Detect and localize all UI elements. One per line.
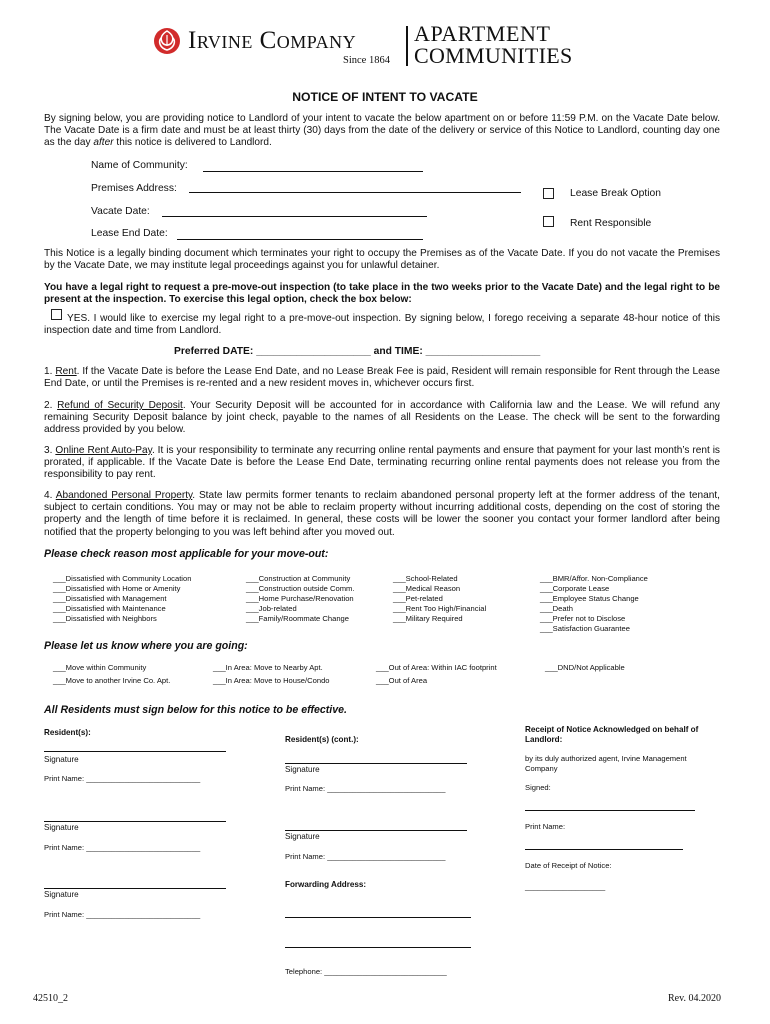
going-option[interactable]: ___Move within Community [53, 663, 147, 672]
lease-break-label: Lease Break Option [570, 188, 662, 199]
going-column-4 [545, 662, 625, 675]
reason-heading: Please check reason most applicable for your move-out: [44, 548, 329, 560]
reason-option[interactable]: ___Dissatisfied with Maintenance [53, 604, 166, 613]
forwarding-line-1[interactable] [285, 908, 471, 918]
signature-line-4[interactable] [285, 754, 467, 764]
intro-emphasis: after [93, 137, 114, 149]
reason-option[interactable]: ___Job-related [246, 604, 297, 613]
premises-input[interactable] [189, 181, 521, 193]
date-receipt-field[interactable]: ___________________ [525, 882, 606, 891]
signature-line-3[interactable] [44, 879, 226, 889]
reason-option[interactable]: ___Military Required [393, 614, 463, 623]
going-option[interactable]: ___In Area: Move to House/Condo [213, 675, 330, 685]
item-deposit: 2. Refund of Security Deposit. Your Security Deposit will be accounted for in accordance with California law and the Lease. We will refund any remaining Security Deposit balance by joint check, payable to the names of all Residents on the Lease. The check will be sent to the forwarding address provided by you below. [44, 400, 720, 436]
reason-option[interactable]: ___Construction outside Comm. [246, 584, 355, 593]
going-option[interactable]: ___In Area: Move to Nearby Apt. [213, 663, 323, 672]
reason-option[interactable]: ___Family/Roommate Change [246, 614, 349, 623]
reason-column-1 [53, 574, 191, 624]
preferred-date-time[interactable]: Preferred DATE: ____________________ and TIME: ____________________ [174, 346, 541, 357]
going-heading: Please let us know where you are going: [44, 640, 248, 652]
print-name-field[interactable]: Print Name: ____________________________ [285, 784, 446, 793]
landlord-print-name-label: Print Name: [525, 822, 566, 831]
sign-heading: All Residents must sign below for this notice to be effective. [44, 704, 347, 716]
division-line1: APARTMENT [414, 21, 551, 46]
date-receipt-label: Date of Receipt of Notice: [525, 861, 612, 870]
landlord-signature-line[interactable] [525, 801, 695, 811]
lease-break-checkbox[interactable] [543, 188, 554, 199]
signature-label: Signature [285, 832, 320, 841]
reason-column-4 [540, 574, 648, 634]
reason-column-3 [393, 574, 486, 624]
signature-line-1[interactable] [44, 742, 226, 752]
going-option[interactable]: ___Out of Area [376, 675, 428, 685]
signature-label: Signature [44, 823, 79, 832]
item-rent: 1. Rent. If the Vacate Date is before the Lease End Date, and no Lease Break Fee is paid, Resident will remain responsible for Rent through the Lease End Date, or until the Premises is re-rented and a new resident moves in, whichever occurs first. [44, 366, 720, 390]
reason-option[interactable]: ___Dissatisfied with Neighbors [53, 614, 157, 623]
residents-label: Resident(s): [44, 728, 91, 737]
since-text: Since 1864 [343, 55, 390, 66]
print-name-field[interactable]: Print Name: ___________________________ [44, 774, 201, 783]
going-option[interactable]: ___Move to another Irvine Co. Apt. [53, 675, 171, 685]
reason-option[interactable]: ___Prefer not to Disclose [540, 614, 626, 623]
inspection-yes-text: YES. I would like to exercise my legal right to a pre-move-out inspection. By signing below, I forego receiving a separate 48-hour notice of this inspection date and time from Landlord. [44, 313, 720, 337]
brand-name: Irvine Company [188, 27, 357, 54]
page-title: NOTICE OF INTENT TO VACATE [292, 90, 478, 104]
print-name-field[interactable]: Print Name: ___________________________ [44, 910, 201, 919]
vacate-input[interactable] [162, 205, 427, 217]
reason-column-2 [246, 574, 354, 624]
reason-option[interactable]: ___Dissatisfied with Home or Amenity [53, 584, 181, 593]
intro-paragraph: By signing below, you are providing notice to Landlord of your intent to vacate the below apartment on or before 11:59 P.M. on the Vacate Date below. The Vacate Date is a firm date and must be at least thirty (30) days from the date of the delivery or service of this Notice to Landlord, counting day one as the day after this notice is delivered to Landlord. [44, 113, 720, 149]
lease-end-input[interactable] [177, 228, 423, 240]
landlord-print-name-line[interactable] [525, 840, 683, 850]
reason-option[interactable]: ___Medical Reason [393, 584, 461, 593]
going-option[interactable]: ___DND/Not Applicable [545, 663, 625, 672]
reason-option[interactable]: ___BMR/Affor. Non-Compliance [540, 574, 648, 583]
receipt-heading: Receipt of Notice Acknowledged on behalf of Landlord: [525, 725, 699, 745]
header-divider [406, 26, 408, 66]
reason-option[interactable]: ___Corporate Lease [540, 584, 610, 593]
division-line2: COMMUNITIES [414, 43, 573, 68]
community-label: Name of Community: [91, 160, 188, 171]
revision: Rev. 04.2020 [668, 993, 721, 1004]
reason-option[interactable]: ___Home Purchase/Renovation [246, 594, 354, 603]
item-property: 4. Abandoned Personal Property. State law permits former tenants to reclaim abandoned personal property left at the former address of the tenant, subject to certain conditions. You may or may not be able to reclaim property without incurring additional costs, depending on the cost of storing the property and the length of time before it is reclaimed. In general, these costs will be lower the sooner you contact your former landlord after being notified that the property belonging to you was left behind after you moved out. [44, 490, 720, 538]
print-name-field[interactable]: Print Name: ___________________________ [44, 843, 201, 852]
item-autopay: 3. Online Rent Auto-Pay. It is your responsibility to terminate any recurring online rental payments and ensure that payment for your last month’s rent is prorated, if applicable. If the Vacate Date is before the Lease End Date, terminating recurring online rental payments does not release you from the responsibility to pay rent. [44, 445, 720, 481]
residents-cont-label: Resident(s) (cont.): [285, 735, 359, 744]
vacate-label: Vacate Date: [91, 206, 150, 217]
going-column-2 [213, 662, 330, 687]
binding-paragraph: This Notice is a legally binding document which terminates your right to occupy the Premises as of the Vacate Date. If you do not vacate the Premises by the Vacate Date, we may institute legal proceedings against you for unlawful detainer. [44, 248, 720, 272]
going-option[interactable]: ___Out of Area: Within IAC footprint [376, 663, 497, 672]
forwarding-line-2[interactable] [285, 938, 471, 948]
forwarding-address-label: Forwarding Address: [285, 880, 367, 889]
reason-option[interactable]: ___Death [540, 604, 573, 613]
rent-responsible-checkbox[interactable] [543, 216, 554, 227]
reason-option[interactable]: ___Pet-related [393, 594, 443, 603]
lease-end-label: Lease End Date: [91, 228, 168, 239]
signature-line-2[interactable] [44, 812, 226, 822]
rose-logo-icon [152, 26, 182, 56]
reason-option[interactable]: ___Dissatisfied with Management [53, 594, 167, 603]
signature-label: Signature [285, 765, 320, 774]
telephone-field[interactable]: Telephone: _____________________________ [285, 967, 447, 976]
signature-label: Signature [44, 890, 79, 899]
going-column-3 [376, 662, 497, 687]
reason-option[interactable]: ___Satisfaction Guarantee [540, 624, 630, 633]
print-name-field[interactable]: Print Name: ____________________________ [285, 852, 446, 861]
rent-responsible-label: Rent Responsible [570, 218, 652, 229]
reason-option[interactable]: ___Rent Too High/Financial [393, 604, 487, 613]
inspection-paragraph: You have a legal right to request a pre-move-out inspection (to take place in the two weeks prior to the Vacate Date) and the legal right to be present at the inspection. To exercise this legal option, check the box below: [44, 282, 720, 306]
signed-label: Signed: [525, 783, 551, 792]
form-number: 42510_2 [33, 993, 68, 1004]
community-input[interactable] [203, 160, 423, 172]
reason-option[interactable]: ___Dissatisfied with Community Location [53, 574, 192, 583]
reason-option[interactable]: ___Construction at Community [246, 574, 351, 583]
reason-option[interactable]: ___Employee Status Change [540, 594, 639, 603]
company-logo [152, 22, 612, 70]
agent-text: by its duly authorized agent, Irvine Management Company [525, 754, 687, 773]
reason-option[interactable]: ___School-Related [393, 574, 458, 583]
premises-label: Premises Address: [91, 183, 177, 194]
signature-line-5[interactable] [285, 821, 467, 831]
going-column-1 [53, 662, 170, 687]
signature-label: Signature [44, 755, 79, 764]
